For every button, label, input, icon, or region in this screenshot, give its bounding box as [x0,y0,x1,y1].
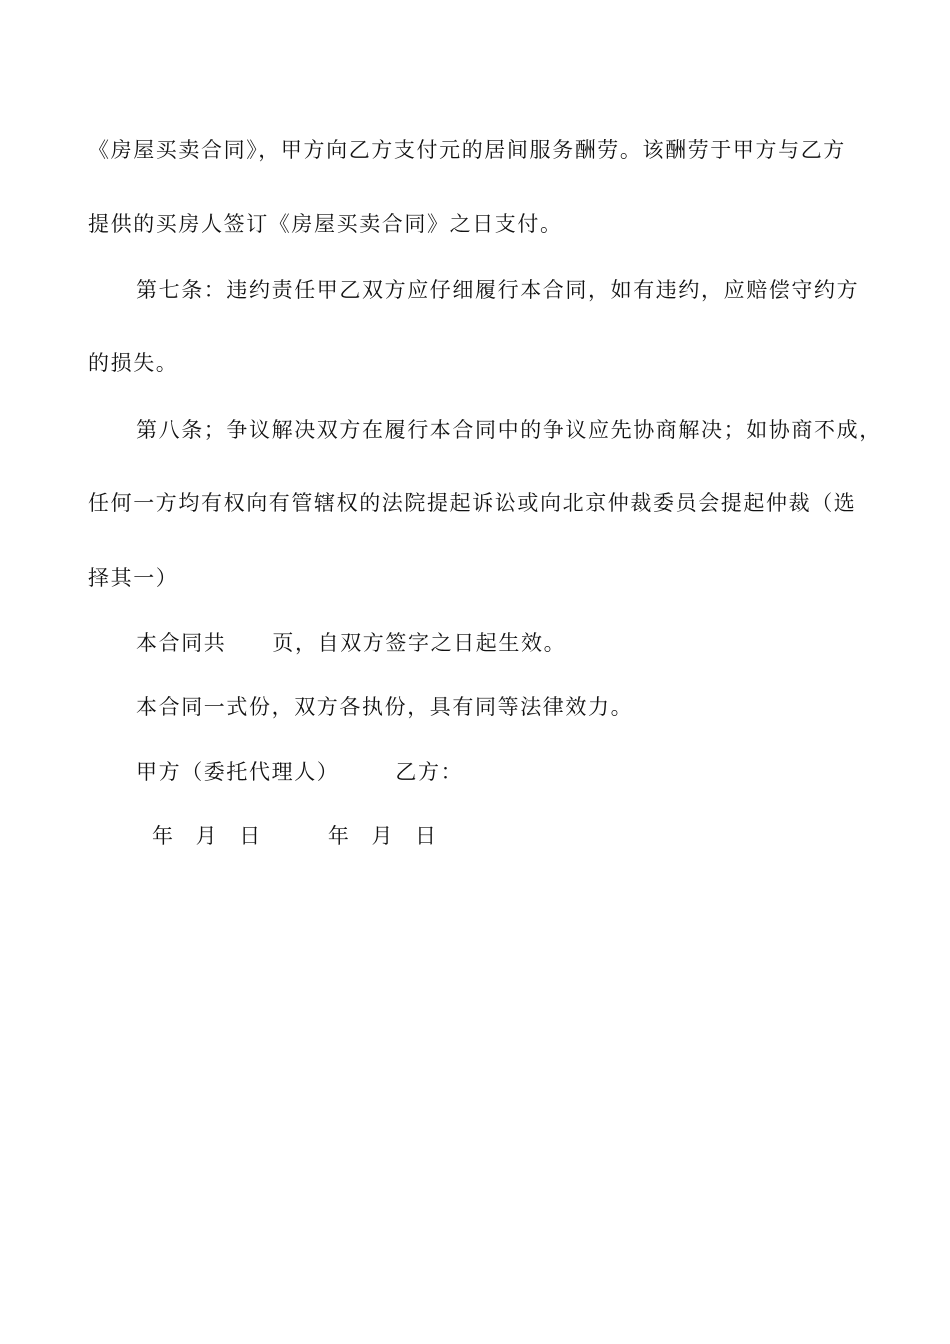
date-line [152,823,438,849]
party-a-label: 甲方（委托代理人） [136,760,340,784]
party-b-day: 日 [415,824,438,848]
party-a-month: 月 [195,824,219,848]
copies-clause: 本合同一式份，双方各执份，具有同等法律效力。 [136,695,634,719]
fee-paragraph-line-2: 提供的买房人签订《房屋买卖合同》之日支付。 [88,212,563,236]
article-7-line-2: 的损失。 [88,351,179,375]
pages-clause-part-2: 页，自双方签字之日起生效。 [272,631,567,655]
party-b-year: 年 [327,824,351,848]
signature-line [136,759,463,785]
pages-clause [136,630,566,656]
article-7-line-1: 第七条：违约责任甲乙双方应仔细履行本合同，如有违约，应赔偿守约方 [136,278,860,302]
article-8-line-1: 第八条；争议解决双方在履行本合同中的争议应先协商解决；如协商不成， [136,418,882,442]
fee-paragraph-line-1: 《房屋买卖合同》，甲方向乙方支付元的居间服务酬劳。该酬劳于甲方与乙方 [88,138,846,162]
party-a-day: 日 [239,824,262,848]
party-a-year: 年 [152,824,175,848]
party-b-label: 乙方： [395,760,464,784]
party-b-month: 月 [371,824,395,848]
article-8-line-2: 任何一方均有权向有管辖权的法院提起诉讼或向北京仲裁委员会提起仲裁（选 [88,491,857,515]
pages-clause-part-1: 本合同共 [136,631,227,655]
article-8-line-3: 择其一） [88,566,179,590]
